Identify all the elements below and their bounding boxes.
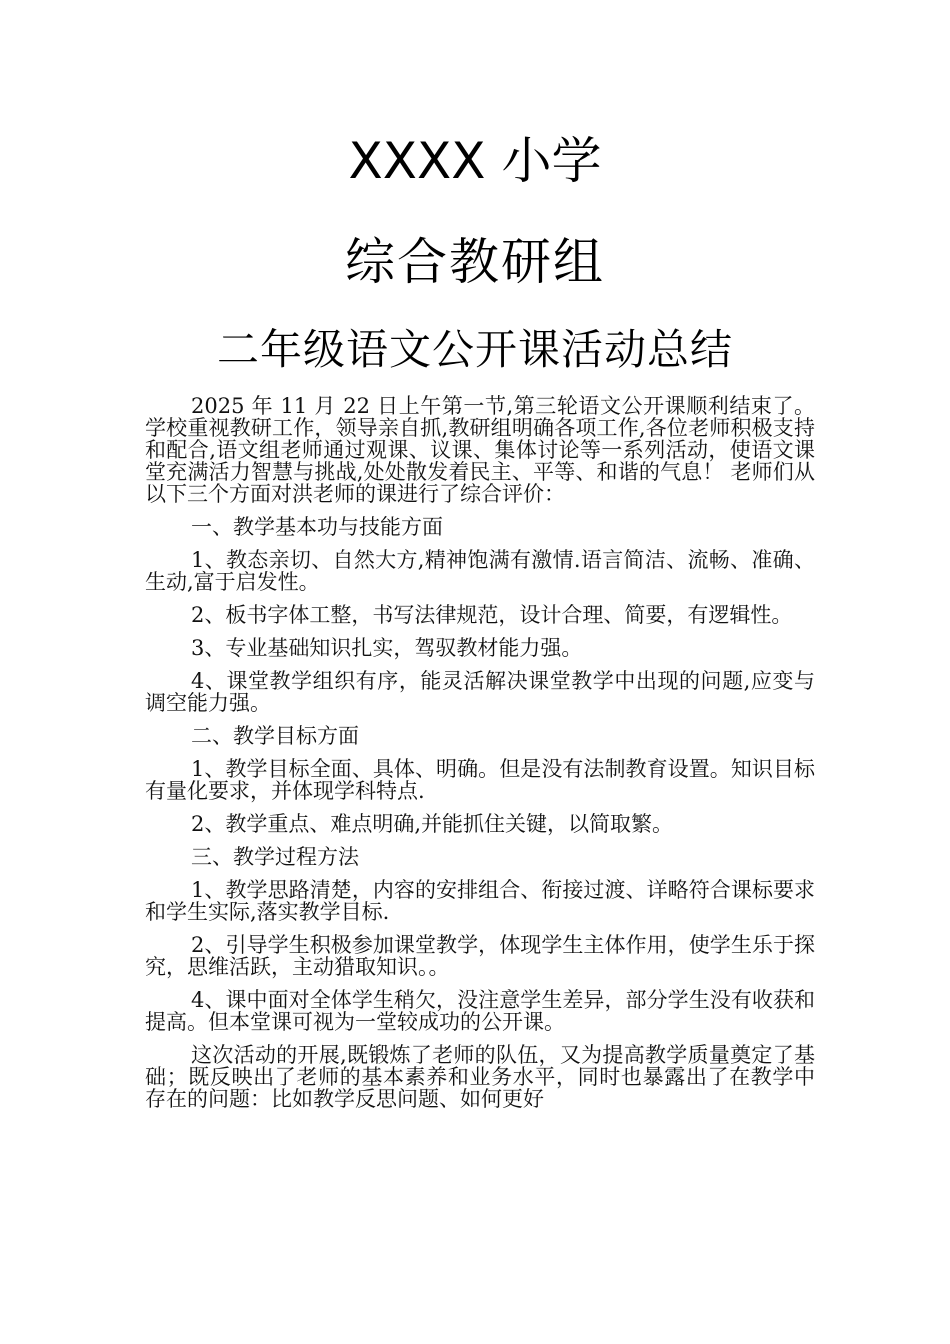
section-2-item-1: 1、教学目标全面、具体、明确。但是没有法制教育设置。知识目标有量化要求，并体现学科特点. (145, 757, 815, 803)
document-title: 二年级语文公开课活动总结 (216, 325, 733, 374)
section-3-item-4: 4、课中面对全体学生稍欠，没注意学生差异，部分学生没有收获和提高。但本堂课可视为一堂较成功的公开课。 (145, 988, 815, 1034)
group-title: 综合教研组 (345, 233, 605, 291)
section-1-item-1: 1、教态亲切、自然大方,精神饱满有激情.语言简洁、流畅、准确、生动,富于启发性。 (145, 548, 815, 594)
section-heading-1: 一、教学基本功与技能方面 (191, 515, 443, 539)
section-heading-3: 三、教学过程方法 (191, 845, 359, 869)
section-3-item-2: 2、引导学生积极参加课堂教学，体现学生主体作用，使学生乐于探究，思维活跃，主动猎取知识。。 (145, 933, 815, 979)
section-1-item-2: 2、板书字体工整，书写法律规范，设计合理、简要，有逻辑性。 (191, 603, 793, 627)
school-title: XXXX 小学 (348, 132, 602, 190)
section-1-item-3: 3、专业基础知识扎实，驾驭教材能力强。 (191, 636, 583, 660)
closing-paragraph: 这次活动的开展,既锻炼了老师的队伍，又为提高教学质量奠定了基础；既反映出了老师的基本素养和业务水平，同时也暴露出了在教学中存在的问题：比如教学反思问题、如何更好 (145, 1043, 815, 1111)
section-1-item-4: 4、课堂教学组织有序，能灵活解决课堂教学中出现的问题,应变与调空能力强。 (145, 669, 815, 715)
intro-paragraph: 2025 年 11 月 22 日上午第一节,第三轮语文公开课顺利结束了。学校重视教研工作，领导亲自抓,教研组明确各项工作,各位老师积极支持和配合,语文组老师通过观课、议课、集体讨论等一系列活动，使语文课堂充满活力智慧与挑战,处处散发着民主、平等、和谐的气息！ 老师们从以下三个方面对洪老师的课进行了综合评价： (145, 394, 815, 506)
section-heading-2: 二、教学目标方面 (191, 724, 359, 748)
section-2-item-2: 2、教学重点、难点明确,并能抓住关键，以简取繁。 (191, 812, 674, 836)
document-body (145, 395, 815, 1121)
section-3-item-1: 1、教学思路清楚，内容的安排组合、衔接过渡、详略符合课标要求和学生实际,落实教学目标. (145, 878, 815, 924)
